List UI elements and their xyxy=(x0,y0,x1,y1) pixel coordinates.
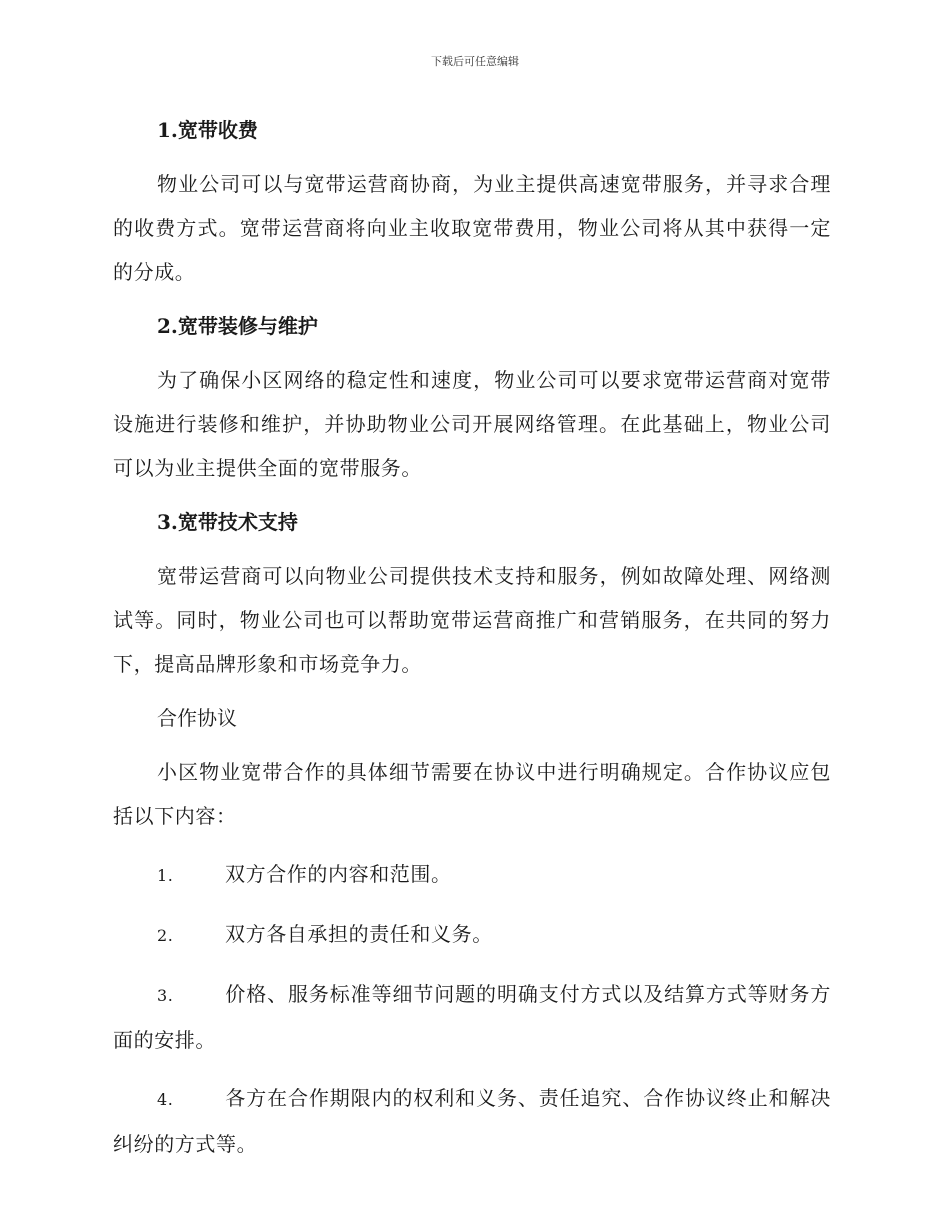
list-item xyxy=(113,972,831,1062)
section-paragraph-broadband-fees: 物业公司可以与宽带运营商协商，为业主提供高速宽带服务，并寻求合理的收费方式。宽带运营商将向业主收取宽带费用，物业公司将从其中获得一定的分成。 xyxy=(113,172,831,284)
section-heading-broadband-maintenance: 2.宽带装修与维护 xyxy=(157,314,318,338)
section-heading-technical-support: 3.宽带技术支持 xyxy=(157,510,298,534)
list-number: 1. xyxy=(157,866,174,885)
section-paragraph-technical-support: 宽带运营商可以向物业公司提供技术支持和服务，例如故障处理、网络测试等。同时，物业公司也可以帮助宽带运营商推广和营销服务，在共同的努力下，提高品牌形象和市场竞争力。 xyxy=(113,564,831,676)
section-heading-agreement: 合作协议 xyxy=(157,706,237,730)
list-number: 3. xyxy=(157,986,174,1005)
section-heading-broadband-fees: 1.宽带收费 xyxy=(157,118,258,142)
list-text: 各方在合作期限内的权利和义务、责任追究、合作协议终止和解决纠纷的方式等。 xyxy=(113,1086,831,1156)
list-number: 2. xyxy=(157,926,174,945)
list-text: 价格、服务标准等细节问题的明确支付方式以及结算方式等财务方面的安排。 xyxy=(113,982,831,1052)
list-item xyxy=(113,852,831,898)
page-header: 下载后可任意编辑 xyxy=(431,55,519,68)
list-text: 双方各自承担的责任和义务。 xyxy=(225,922,493,946)
list-text: 双方合作的内容和范围。 xyxy=(225,862,452,886)
document-body xyxy=(113,108,831,1166)
section-paragraph-broadband-maintenance: 为了确保小区网络的稳定性和速度，物业公司可以要求宽带运营商对宽带设施进行装修和维护，并协助物业公司开展网络管理。在此基础上，物业公司可以为业主提供全面的宽带服务。 xyxy=(113,368,831,480)
list-number: 4. xyxy=(157,1090,174,1109)
list-item xyxy=(113,912,831,958)
section-paragraph-agreement: 小区物业宽带合作的具体细节需要在协议中进行明确规定。合作协议应包括以下内容： xyxy=(113,760,831,828)
list-item xyxy=(113,1076,831,1166)
